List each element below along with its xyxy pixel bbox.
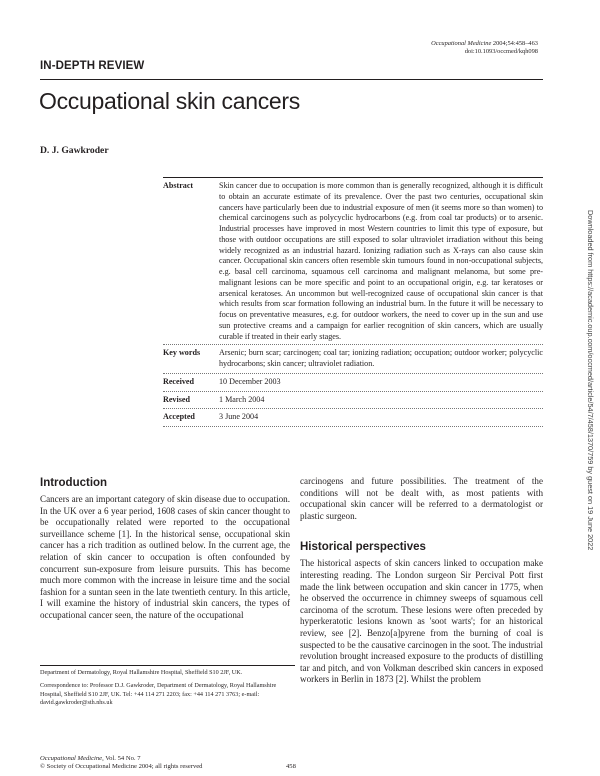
keywords-label: Key words [163,348,201,358]
abstract-label: Abstract [163,181,194,190]
affiliation: Department of Dermatology, Royal Hallamshire Hospital, Sheffield S10 2JF, UK. [40,669,243,676]
page-footer [40,755,202,772]
footer-journal-name: Occupational Medicine [40,755,103,762]
accepted-label: Accepted [163,412,195,422]
page-number: 458 [286,763,296,770]
abstract-text: Skin cancer due to occupation is more common than is generally recognized, although it is difficult to obtain an accurate estimate of its prevalence. Over the past two centuries, occupational skin cancers have particularly been due to industrial exposure of men (it seems more so than women) to chemical carcinogens such as polycyclic hydrocarbons (e.g. from coal tar products) or to arsenic. Industrial processes have improved in most Western countries to limit this type of exposure, but those with outdoor occupations are still exposed to solar ultraviolet irradiation without this being widely recognized as an industrial hazard. Ionizing radiation such as X-rays can also cause skin cancer. Occupational skin cancers often resemble skin tumours found in non-occupational subjects, e.g. basal cell carcinoma, squamous cell carcinoma and malignant melanoma, but some pre-malignant lesions can be more specific and point to an occupational origin, e.g. tar keratoses or arsenical keratoses. An uncommon but well-recognized cause of occupational skin cancer is that which results from scar formation following an industrial burn. In the future it will be necessary to focus on preventative measures, e.g. for outdoor workers, the need to cover up in the sun and use sun protective creams and a campaign for earlier recognition of skin cancers, which are usually curable if treated in their early stages. [219,181,543,341]
introduction-heading: Introduction [40,477,108,489]
revised-row [163,391,543,409]
doi: doi:10.1093/occmed/kqh098 [464,48,538,56]
historical-paragraph: The historical aspects of skin cancers linked to occupation make interesting reading. The London surgeon Sir Percival Pott first made the link between occupation and skin cancer in 1775, when he observed the occurrence in chimney sweeps of squamous cell carcinoma of the scrotum. These lesions were often preceded by hyperkeratotic lesions known as 'soot warts'; for an historical review, see [2]. Benzo[a]pyrene from the burning of coal is suspected to be the causative carcinogen in the soot. The industrial revolution brought increased exposure to the products of distilling tar and pitch, and von Volkman described skin cancers in exposed workers in Berlin in 1873 [2]. Whilst the problem [300,558,543,685]
journal-citation [431,40,538,57]
accepted-row [163,408,543,427]
historical-heading: Historical perspectives [300,541,426,554]
author: D. J. Gawkroder [40,145,109,156]
left-column [40,476,290,622]
journal-name: Occupational Medicine [431,40,492,47]
accepted-date: 3 June 2004 [219,412,259,422]
copyright: © Society of Occupational Medicine 2004; all rights reserved [40,763,203,771]
received-label: Received [163,376,195,386]
footnote-rule [40,665,295,666]
revised-date: 1 March 2004 [219,394,265,404]
abstract-row [163,177,543,344]
title-rule [40,79,543,80]
right-column [300,476,543,686]
introduction-paragraph: Cancers are an important category of skin disease due to occupation. In the UK over a 6 year period, 1608 cases of skin cancer thought to be occupationally related were reported to the occupational surveillance scheme [1]. In the historical sense, occupational skin cancer has a rich tradition as outlined below. In the current age, the relation of skin cancer to occupation is often confounded by concurrent sun-exposure from leisure pursuits. This has become much more common with the increase in leisure time and the social fashion for a suntan seen in the late twentieth century. In this article, I will examine the history of industrial skin cancers, the types of occupational cancer seen, the nature of the occupational [40,494,290,620]
keywords-row [163,344,543,373]
article-title: Occupational skin cancers [39,88,300,114]
introduction-continuation: carcinogens and future possibilities. The treatment of the conditions will not be dealt with, as most patients with occupational skin cancer will be referred to a dermatologist or plastic surgeon. [300,476,543,521]
download-watermark-text: Downloaded from https://academic.oup.com/occmed/article/54/7/458/1370/759 by guest on 19 June 2022 [586,210,595,551]
journal-details: 2004;54:458–463 [491,40,538,47]
download-watermark [585,210,595,650]
keywords-text: Arsenic; burn scar; carcinogen; coal tar; ionizing radiation; occupation; outdoor worker; polycyclic hydrocarbons; skin cancer; ultraviolet radiation. [219,348,543,368]
correspondence: Correspondence to: Professor D.J. Gawkroder, Department of Dermatology, Royal Hallamshire Hospital, Sheffield S10 2JF, UK. Tel: +44 114 271 2203; fax: +44 114 271 3763; e-mail: david.gawkroder@sth.nhs.uk [40,682,277,706]
received-row [163,373,543,391]
abstract-block [163,177,543,427]
footer-volume: , Vol. 54 No. 7 [102,755,141,762]
received-date: 10 December 2003 [219,376,281,386]
section-label: IN-DEPTH REVIEW [40,60,145,72]
revised-label: Revised [163,394,190,404]
footnote [40,669,295,712]
